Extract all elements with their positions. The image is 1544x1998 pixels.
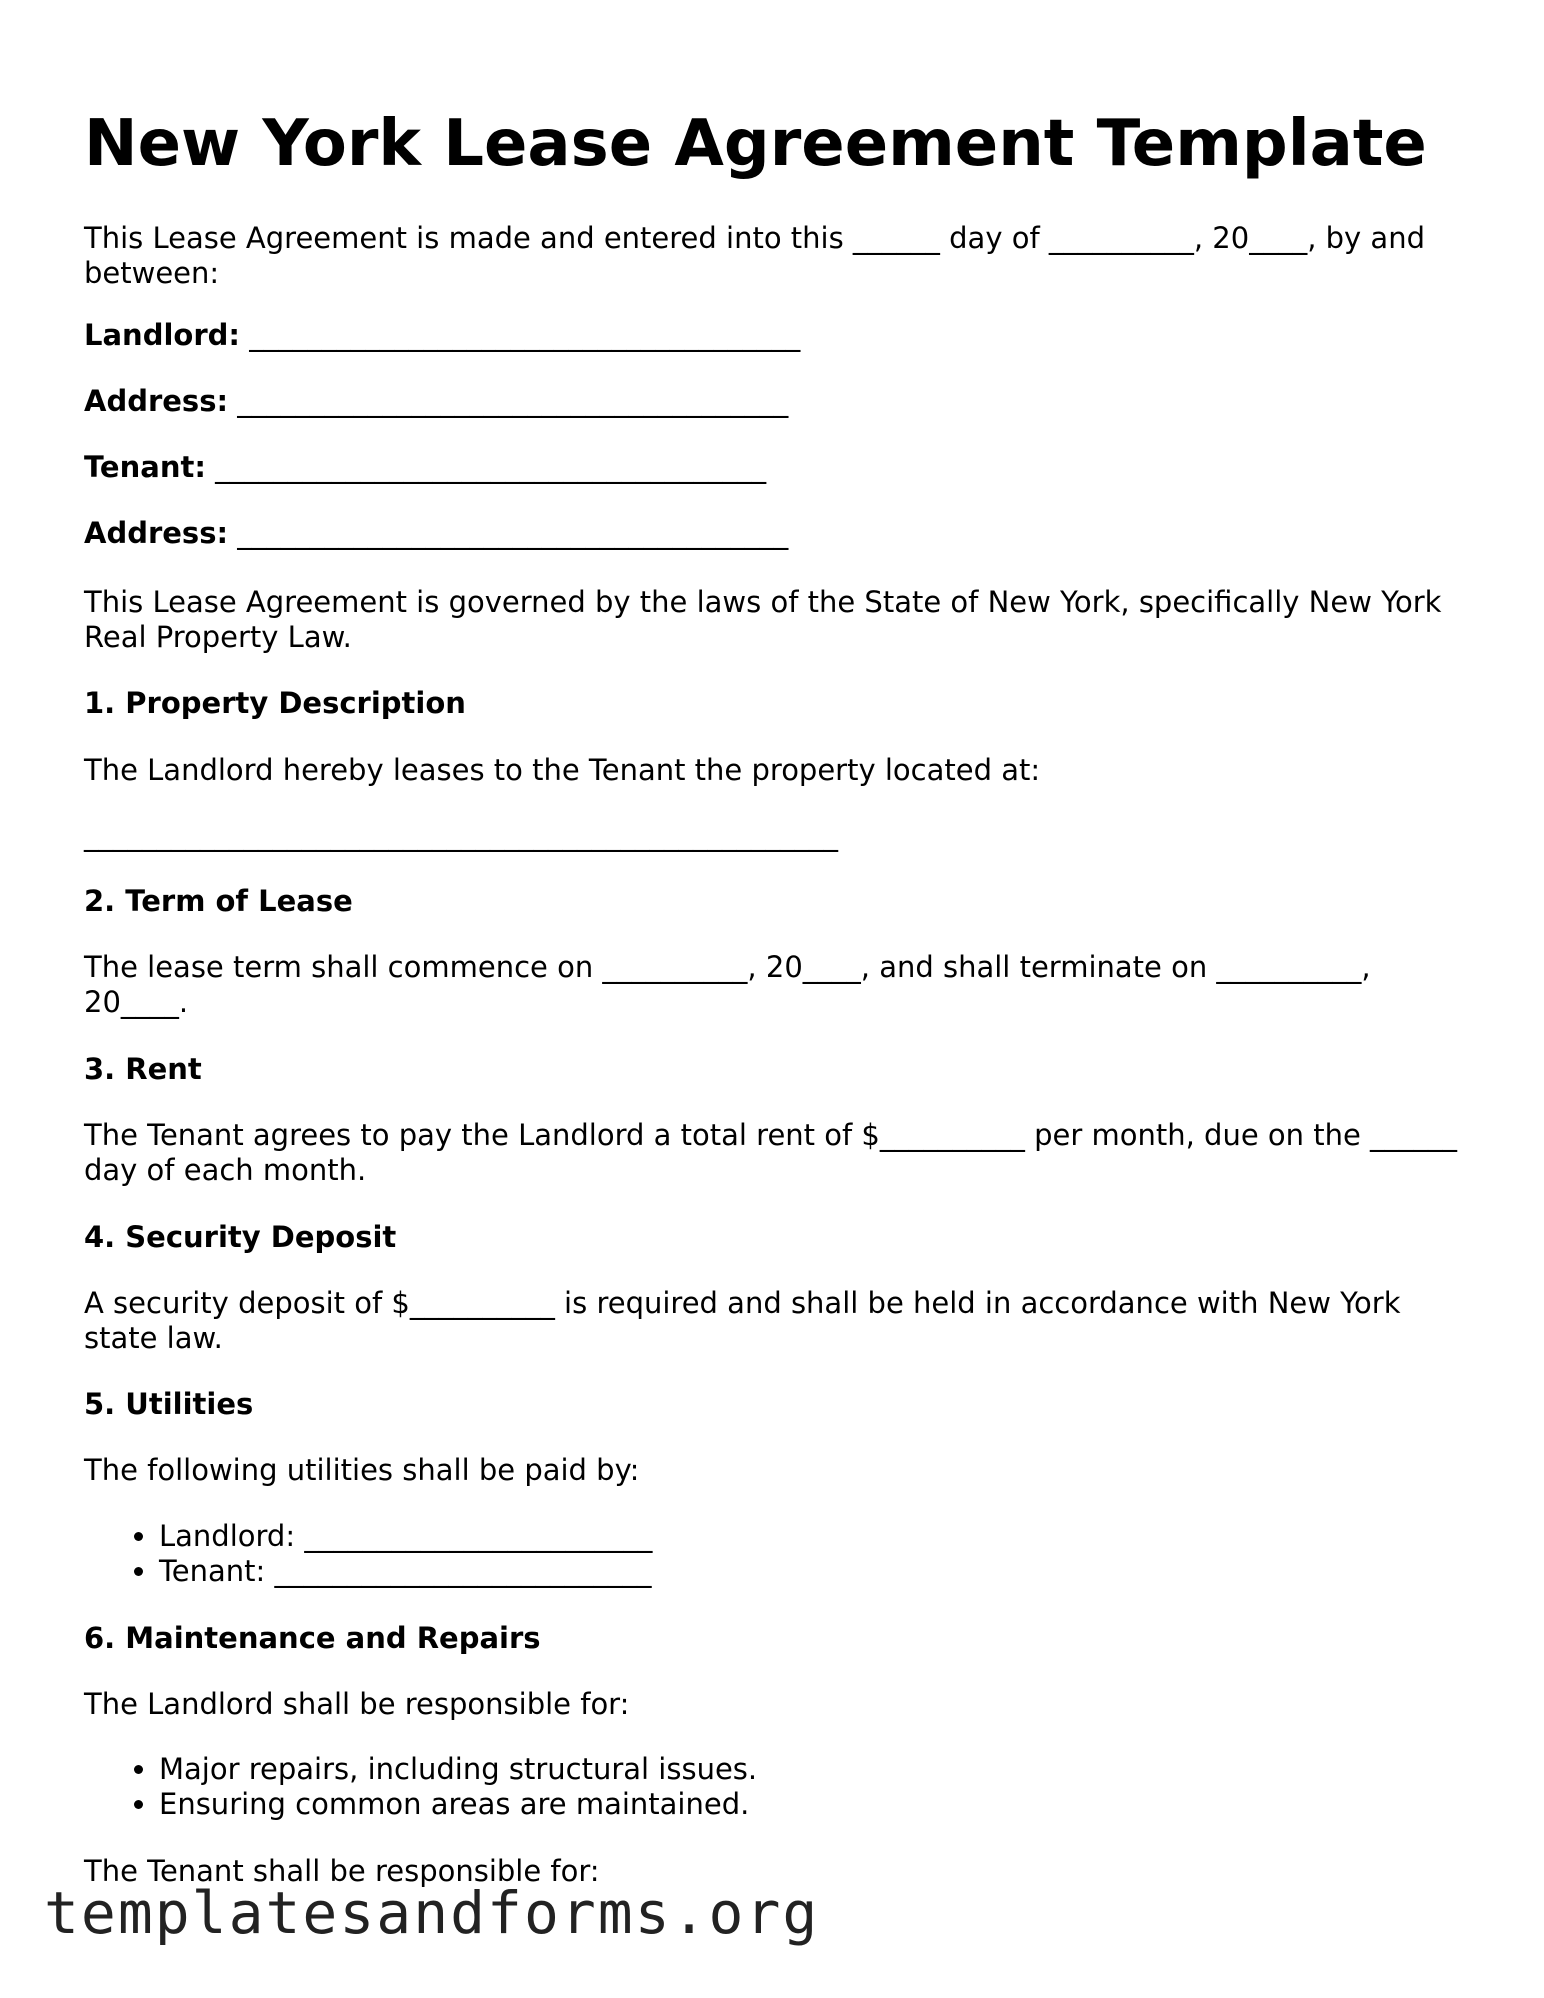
property-text: The Landlord hereby leases to the Tenant the property located at:: [84, 753, 1041, 787]
maintenance-heading: 6. Maintenance and Repairs: [84, 1621, 541, 1655]
rent-heading: 3. Rent: [84, 1052, 202, 1086]
governing-law-paragraph: This Lease Agreement is governed by the laws of the State of New York, specifically New York Real Property Law.: [84, 585, 1442, 654]
deposit-text: A security deposit of $__________ is required and shall be held in accordance with New York state law.: [84, 1286, 1401, 1355]
landlord-label: Landlord:: [84, 318, 240, 352]
intro-paragraph: This Lease Agreement is made and entered into this ______ day of __________, 20____, by and between:: [84, 221, 1425, 290]
utilities-list: [84, 1519, 652, 1589]
list-item: • Major repairs, including structural issues.: [159, 1752, 757, 1787]
landlord-line: [84, 318, 1464, 353]
rent-text: The Tenant agrees to pay the Landlord a total rent of $__________ per month, due on the ______ day of each month.: [84, 1118, 1458, 1187]
list-item: • Landlord: ________________________: [159, 1519, 652, 1554]
term-heading: 2. Term of Lease: [84, 884, 353, 918]
landlord-address-line: [84, 384, 1464, 419]
tenant-line: [84, 450, 1464, 485]
tenant-address-line: [84, 516, 1464, 551]
property-heading: 1. Property Description: [84, 686, 466, 720]
maintenance-text: The Landlord shall be responsible for:: [84, 1687, 630, 1721]
list-item: • Ensuring common areas are maintained.: [159, 1787, 757, 1822]
landlord-address-label: Address:: [84, 384, 229, 418]
tenant-blank: ______________________________________: [215, 450, 767, 484]
tenant-responsibilities-text: The Tenant shall be responsible for:: [84, 1854, 600, 1888]
utilities-text: The following utilities shall be paid by:: [84, 1453, 640, 1487]
document-title: New York Lease Agreement Template: [84, 107, 1427, 181]
deposit-heading: 4. Security Deposit: [84, 1220, 397, 1254]
property-address-blank: ____________________________________________________: [84, 818, 838, 852]
landlord-address-blank: ______________________________________: [237, 384, 789, 418]
watermark: templatesandforms.org: [44, 1879, 820, 1947]
list-item: • Tenant: __________________________: [159, 1554, 652, 1589]
landlord-blank: ______________________________________: [249, 318, 801, 352]
term-text: The lease term shall commence on __________, 20____, and shall terminate on __________, 20____.: [84, 950, 1371, 1019]
utilities-heading: 5. Utilities: [84, 1387, 254, 1421]
tenant-address-blank: ______________________________________: [237, 516, 789, 550]
tenant-address-label: Address:: [84, 516, 229, 550]
tenant-label: Tenant:: [84, 450, 206, 484]
landlord-responsibilities-list: [84, 1752, 757, 1822]
